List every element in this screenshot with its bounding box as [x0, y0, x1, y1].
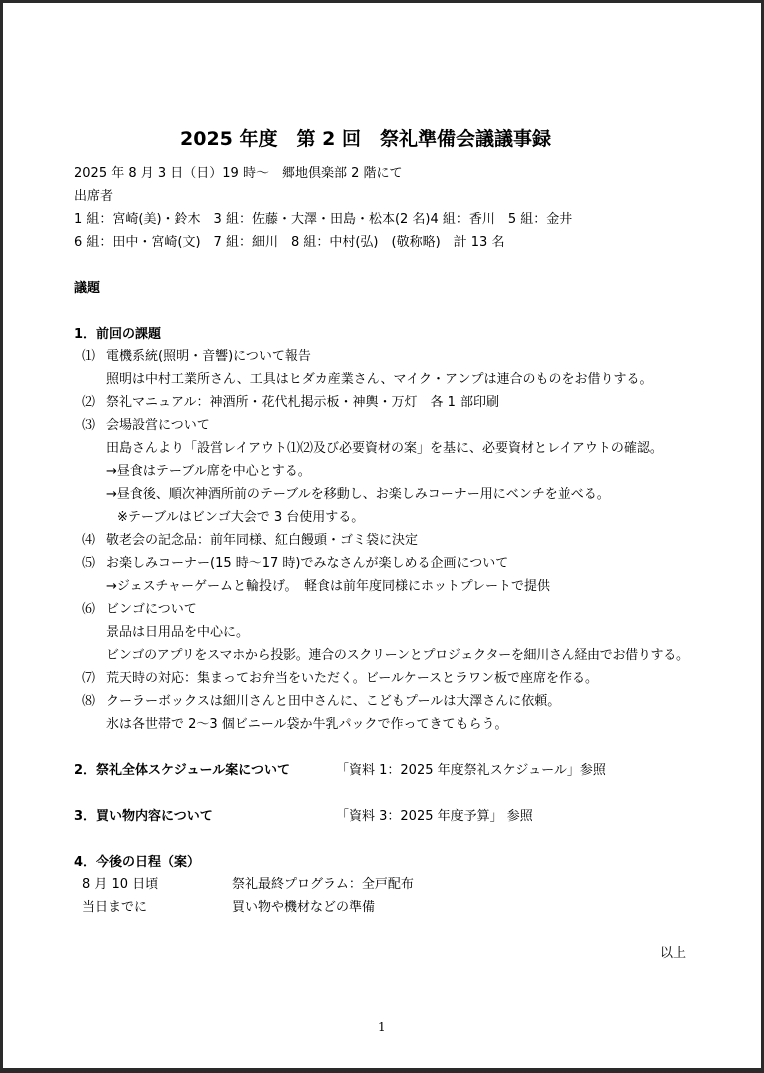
section-3-reference: 「資料 3：2025 年度予算」 参照 [336, 809, 533, 824]
agenda-heading: 議題 [74, 281, 101, 296]
item-text: 会場設営について [106, 418, 210, 433]
item-detail-note: ※テーブルはビンゴ大会で 3 台使用する。 [117, 510, 365, 525]
item-text: 荒天時の対応：集まってお弁当をいただく。ビールケースとラワン板で座席を作る。 [106, 671, 599, 686]
item-detail: →昼食はテーブル席を中心とする。 [106, 464, 311, 479]
item-detail: 田島さんより「設営レイアウト⑴⑵及び必要資材の案」を基に、必要資材とレイアウトの確認。 [106, 441, 663, 456]
item-detail: 照明は中村工業所さん、工具はヒダカ産業さん、マイク・アンプは連合のものをお借りする。 [106, 372, 653, 387]
page-number: 1 [378, 1020, 386, 1034]
item-number: ⑸ [82, 556, 96, 571]
item-number: ⑻ [82, 694, 96, 709]
item-text: お楽しみコーナー(15 時～17 時)でみなさんが楽しめる企画について [106, 556, 509, 571]
meeting-datetime: 2025 年 8 月 3 日（日）19 時～ 郷地倶楽部 2 階にて [74, 166, 403, 181]
item-text: ビンゴについて [106, 602, 197, 617]
item-detail: 氷は各世帯で 2～3 個ビニール袋か牛乳パックで作ってきてもらう。 [106, 717, 508, 732]
item-detail: →昼食後、順次神酒所前のテーブルを移動し、お楽しみコーナー用にベンチを並べる。 [106, 487, 610, 502]
item-number: ⑵ [82, 395, 96, 410]
item-text: 敬老会の記念品：前年同様、紅白饅頭・ゴミ袋に決定 [106, 533, 419, 548]
item-number: ⑶ [82, 418, 96, 433]
closing-mark: 以上 [660, 946, 687, 961]
schedule-date: 8 月 10 日頃 [82, 877, 159, 892]
document-title: 2025 年度 第 2 回 祭礼準備会議議事録 [180, 128, 551, 150]
item-number: ⑺ [82, 671, 96, 686]
section-2-reference: 「資料 1：2025 年度祭礼スケジュール」参照 [336, 763, 606, 778]
item-detail: 景品は日用品を中心に。 [106, 625, 250, 640]
attendees-label: 出席者 [74, 189, 114, 204]
section-2-heading: 2．祭礼全体スケジュール案について [74, 763, 291, 778]
schedule-date: 当日までに [82, 900, 148, 915]
section-4-heading: 4．今後の日程（案） [74, 855, 201, 870]
schedule-task: 祭礼最終プログラム：全戸配布 [232, 877, 414, 892]
item-detail: →ジェスチャーゲームと輪投げ。 軽食は前年度同様にホットプレートで提供 [106, 579, 551, 594]
attendees-line-1: 1 組：宮崎(美)・鈴木 3 組：佐藤・大澤・田島・松本(2 名)4 組：香川 5 組：金井 [74, 212, 573, 227]
item-text: クーラーボックスは細川さんと田中さんに、こどもプールは大澤さんに依頼。 [106, 694, 561, 709]
attendees-line-2: 6 組：田中・宮崎(文) 7 組：細川 8 組：中村(弘) (敬称略) 計 13 名 [74, 235, 505, 250]
item-number: ⑹ [82, 602, 96, 617]
section-3-heading: 3．買い物内容について [74, 809, 213, 824]
item-text: 祭礼マニュアル：神酒所・花代札掲示板・神輿・万灯 各 1 部印刷 [106, 395, 500, 410]
item-detail: ビンゴのアプリをスマホから投影。連合のスクリーンとプロジェクターを細川さん経由でお借りする。 [106, 648, 689, 663]
item-number: ⑷ [82, 533, 96, 548]
item-number: ⑴ [82, 349, 96, 364]
schedule-task: 買い物や機材などの準備 [232, 900, 376, 915]
item-text: 電機系統(照明・音響)について報告 [106, 349, 311, 364]
section-1-heading: 1．前回の課題 [74, 327, 162, 342]
